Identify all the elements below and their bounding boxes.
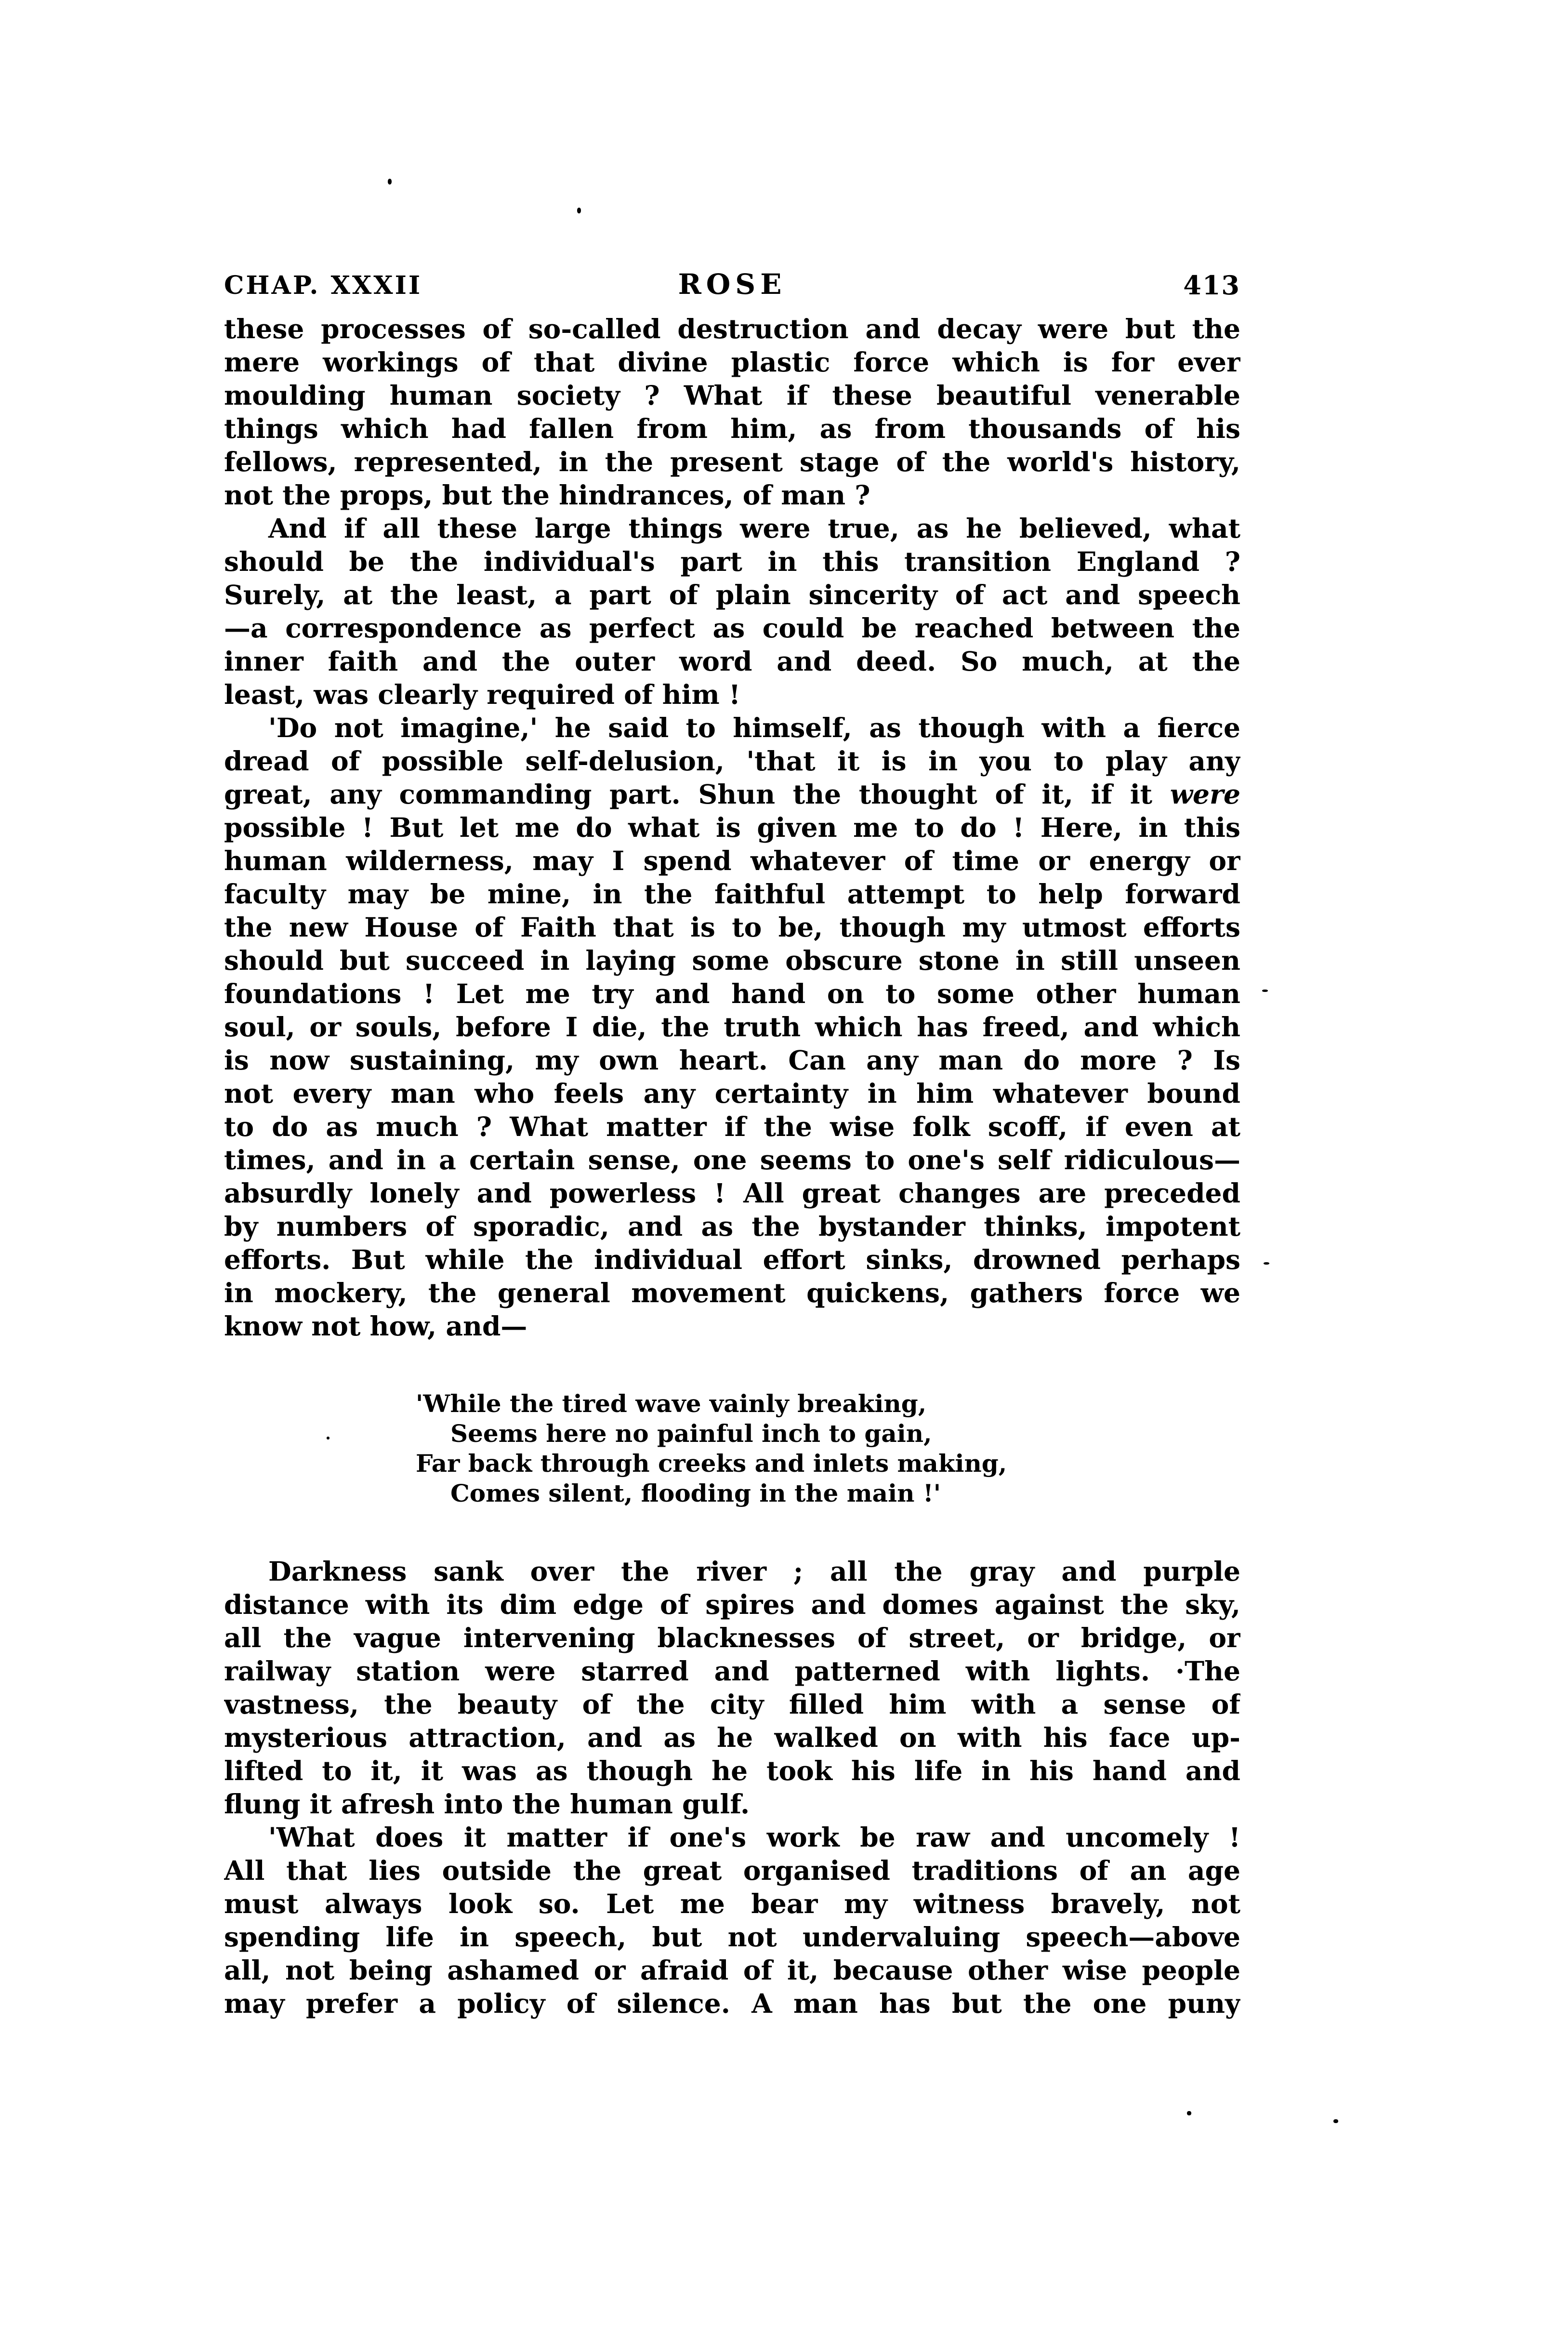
text-line: foundations ! Let me try and hand on to some other human [224, 978, 1240, 1009]
page-number: 413 [1183, 270, 1240, 301]
text-line: least, was clearly required of him ! [224, 679, 741, 710]
text-line: the new House of Faith that is to be, though my utmost efforts [224, 911, 1240, 943]
text-line: dread of possible self-delusion, 'that it is in you to play any [224, 745, 1240, 777]
text-line: by numbers of sporadic, and as the bystander thinks, impotent [224, 1211, 1240, 1242]
text-line: may prefer a policy of silence. A man has but the one puny [224, 1988, 1240, 2019]
text-line: lifted to it, it was as though he took his life in his hand and [224, 1755, 1240, 1786]
text-line: these processes of so-called destruction and decay were but the [224, 313, 1240, 344]
verse-line: 'While the tired wave vainly breaking, [416, 1389, 927, 1418]
scan-speck [1262, 990, 1268, 992]
text-line: not every man who feels any certainty in him whatever bound [224, 1078, 1240, 1109]
text-line: moulding human society ? What if these beautiful venerable [224, 380, 1240, 411]
text-line: flung it afresh into the human gulf. [224, 1788, 750, 1820]
text-line: 'Do not imagine,' he said to himself, as though with a fierce [268, 712, 1240, 743]
paragraph [224, 512, 1240, 711]
verse-line: Comes silent, flooding in the main !' [450, 1479, 941, 1507]
text-line: know not how, and— [224, 1310, 527, 1342]
text-line: great, any commanding part. Shun the thought of it, if it were [224, 779, 1240, 810]
text-line: soul, or souls, before I die, the truth which has freed, and which [224, 1011, 1240, 1043]
text-line: is now sustaining, my own heart. Can any man do more ? Is [224, 1044, 1240, 1076]
text-line: 'What does it matter if one's work be raw and uncomely ! [268, 1822, 1240, 1853]
text-line: mysterious attraction, and as he walked on with his face up- [224, 1722, 1240, 1753]
scan-speck [577, 208, 581, 213]
scan-speck [1187, 2111, 1191, 2115]
text-line: must always look so. Let me bear my witness bravely, not [224, 1888, 1240, 1919]
verse-quote [416, 1389, 1240, 1508]
text-line: all the vague intervening blacknesses of street, or bridge, or [224, 1622, 1240, 1653]
paragraph [224, 711, 1240, 1343]
scan-speck [327, 1437, 329, 1439]
text-line: Darkness sank over the river ; all the gray and purple [268, 1556, 1240, 1587]
scan-speck [388, 179, 392, 185]
text-line: all, not being ashamed or afraid of it, because other wise people [224, 1954, 1240, 1986]
text-line: to do as much ? What matter if the wise folk scoff, if even at [224, 1111, 1240, 1142]
verse-line: Seems here no painful inch to gain, [450, 1419, 932, 1448]
text-line: times, and in a certain sense, one seems to one's self ridiculous— [224, 1144, 1240, 1175]
scan-speck [1264, 1262, 1269, 1265]
verse-line: Far back through creeks and inlets making, [416, 1449, 1007, 1478]
text-line: things which had fallen from him, as from thousands of his [224, 413, 1240, 444]
text-line: All that lies outside the great organised traditions of an age [224, 1855, 1240, 1886]
text-line: should be the individual's part in this transition England ? [224, 546, 1240, 577]
text-line: And if all these large things were true, as he believed, what [268, 513, 1240, 544]
text-line: fellows, represented, in the present stage of the world's history, [224, 446, 1240, 477]
text-line: railway station were starred and patterned with lights. ·The [224, 1655, 1240, 1687]
text-line: absurdly lonely and powerless ! All great changes are preceded [224, 1177, 1240, 1209]
paragraph [224, 1821, 1240, 2020]
text-line: Surely, at the least, a part of plain sincerity of act and speech [224, 579, 1240, 610]
text-body [224, 312, 1240, 2020]
page-title: ROSE [678, 268, 787, 301]
text-line: should but succeed in laying some obscure stone in still unseen [224, 945, 1240, 976]
text-line: faculty may be mine, in the faithful attempt to help forward [224, 878, 1240, 910]
text-line: human wilderness, may I spend whatever of time or energy or [224, 845, 1240, 876]
text-line: possible ! But let me do what is given me to do ! Here, in this [224, 812, 1240, 843]
text-line: distance with its dim edge of spires and domes against the sky, [224, 1589, 1240, 1620]
text-line: not the props, but the hindrances, of man ? [224, 479, 870, 511]
text-line: —a correspondence as perfect as could be reached between the [224, 612, 1240, 644]
text-line: mere workings of that divine plastic force which is for ever [224, 346, 1240, 378]
text-line: inner faith and the outer word and deed. So much, at the [224, 646, 1240, 677]
running-header [224, 268, 1240, 306]
scan-speck [1333, 2119, 1338, 2123]
paragraph [224, 312, 1240, 512]
text-line: spending life in speech, but not undervaluing speech—above [224, 1921, 1240, 1953]
chapter-label: CHAP. XXXII [224, 271, 422, 300]
text-line: in mockery, the general movement quickens, gathers force we [224, 1277, 1240, 1308]
text-line: efforts. But while the individual effort sinks, drowned perhaps [224, 1244, 1240, 1275]
text-line: vastness, the beauty of the city filled him with a sense of [224, 1689, 1240, 1720]
paragraph [224, 1555, 1240, 1821]
